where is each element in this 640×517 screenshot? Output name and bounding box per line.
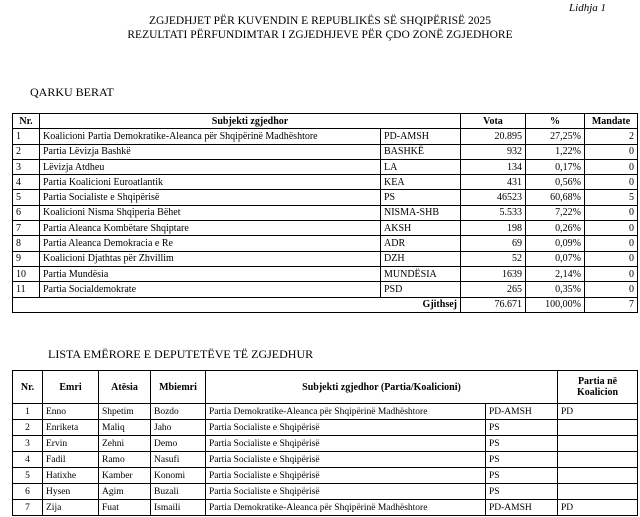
deputy-row [13, 468, 638, 484]
percent-value: 0,17% [526, 159, 585, 174]
deputy-subject-abbr: PS [486, 452, 558, 468]
subject-abbr: PSD [381, 282, 461, 297]
percent-value: 1,22% [526, 144, 585, 159]
deputy-surname: Nasufi [151, 452, 206, 468]
deputies-heading: LISTA EMËRORE E DEPUTETËVE TË ZGJEDHUR [48, 347, 314, 361]
deputy-subject-abbr: PS [486, 468, 558, 484]
deputy-father: Agim [99, 484, 151, 500]
title-line-2: REZULTATI PËRFUNDIMTAR I ZGJEDHJEVE PËR ÇDO ZONË ZGJEDHORE [127, 29, 513, 41]
percent-value: 7,22% [526, 205, 585, 220]
total-votes: 76.671 [461, 297, 526, 312]
deputy-subject-abbr: PS [486, 484, 558, 500]
deputy-subject-abbr: PD-AMSH [486, 500, 558, 516]
row-nr: 11 [13, 282, 40, 297]
deputy-coalition-party [558, 436, 638, 452]
deputy-subject-abbr: PS [486, 420, 558, 436]
percent-value: 27,25% [526, 129, 585, 144]
deputy-surname: Bozdo [151, 404, 206, 420]
deputy-coalition-party [558, 484, 638, 500]
deputy-row [13, 484, 638, 500]
seats-value: 0 [585, 236, 638, 251]
deputy-surname: Buzali [151, 484, 206, 500]
votes-value: 46523 [461, 190, 526, 205]
deputy-surname: Jaho [151, 420, 206, 436]
subject-abbr: PD-AMSH [381, 129, 461, 144]
seats-value: 0 [585, 205, 638, 220]
subject-abbr: PS [381, 190, 461, 205]
header-seats: Mandate [585, 114, 638, 129]
row-nr: 4 [13, 175, 40, 190]
row-nr: 8 [13, 236, 40, 251]
deputy-row [13, 436, 638, 452]
total-seats: 7 [585, 297, 638, 312]
results-row [13, 282, 638, 297]
seats-value: 0 [585, 159, 638, 174]
row-nr: 7 [13, 221, 40, 236]
results-row [13, 251, 638, 266]
row-nr: 1 [13, 129, 40, 144]
deputy-nr: 7 [13, 500, 43, 516]
votes-value: 69 [461, 236, 526, 251]
subject-name: Koalicioni Djathtas për Zhvillim [40, 251, 381, 266]
subject-name: Partia Aleanca Demokracia e Re [40, 236, 381, 251]
deputy-name: Hysen [43, 484, 99, 500]
deputy-subject: Partia Socialiste e Shqipërisë [206, 468, 486, 484]
results-row [13, 175, 638, 190]
votes-value: 52 [461, 251, 526, 266]
subject-abbr: AKSH [381, 221, 461, 236]
row-nr: 10 [13, 266, 40, 281]
total-percent: 100,00% [526, 297, 585, 312]
deputy-father: Kamber [99, 468, 151, 484]
dep-header-nr: Nr. [13, 371, 43, 404]
deputy-name: Enriketa [43, 420, 99, 436]
header-percent: % [526, 114, 585, 129]
deputy-subject: Partia Socialiste e Shqipërisë [206, 420, 486, 436]
seats-value: 0 [585, 266, 638, 281]
deputy-subject: Partia Demokratike-Aleanca për Shqipërinë Madhështore [206, 500, 486, 516]
deputy-father: Ramo [99, 452, 151, 468]
deputy-father: Maliq [99, 420, 151, 436]
subject-name: Partia Lëvizja Bashkë [40, 144, 381, 159]
region-heading: QARKU BERAT [30, 85, 114, 99]
seats-value: 0 [585, 144, 638, 159]
seats-value: 2 [585, 129, 638, 144]
annex-label: Lidhja 1 [569, 2, 606, 14]
deputy-surname: Demo [151, 436, 206, 452]
row-nr: 2 [13, 144, 40, 159]
deputy-name: Hatixhe [43, 468, 99, 484]
deputies-table [12, 370, 638, 516]
deputy-nr: 2 [13, 420, 43, 436]
results-row [13, 159, 638, 174]
results-header-row [13, 114, 638, 129]
subject-name: Lëvizja Atdheu [40, 159, 381, 174]
percent-value: 2,14% [526, 266, 585, 281]
dep-header-surname: Mbiemri [151, 371, 206, 404]
votes-value: 265 [461, 282, 526, 297]
subject-abbr: ADR [381, 236, 461, 251]
percent-value: 0,26% [526, 221, 585, 236]
results-row [13, 266, 638, 281]
results-table [12, 113, 638, 313]
results-row [13, 144, 638, 159]
results-row [13, 236, 638, 251]
deputy-subject: Partia Socialiste e Shqipërisë [206, 484, 486, 500]
deputy-nr: 4 [13, 452, 43, 468]
percent-value: 0,56% [526, 175, 585, 190]
row-nr: 9 [13, 251, 40, 266]
subject-abbr: DZH [381, 251, 461, 266]
deputy-nr: 3 [13, 436, 43, 452]
seats-value: 0 [585, 221, 638, 236]
deputy-nr: 5 [13, 468, 43, 484]
header-votes: Vota [461, 114, 526, 129]
subject-abbr: LA [381, 159, 461, 174]
seats-value: 0 [585, 251, 638, 266]
subject-name: Partia Aleanca Kombëtare Shqiptare [40, 221, 381, 236]
results-total-row [13, 297, 638, 312]
deputy-surname: Ismaili [151, 500, 206, 516]
results-row [13, 129, 638, 144]
deputy-father: Fuat [99, 500, 151, 516]
deputy-name: Ervin [43, 436, 99, 452]
votes-value: 198 [461, 221, 526, 236]
deputy-subject: Partia Socialiste e Shqipërisë [206, 436, 486, 452]
header-subject: Subjekti zgjedhor [40, 114, 461, 129]
deputy-nr: 1 [13, 404, 43, 420]
dep-header-father: Atësia [99, 371, 151, 404]
dep-header-subject: Subjekti zgjedhor (Partia/Koalicioni) [206, 371, 558, 404]
seats-value: 5 [585, 190, 638, 205]
deputy-name: Fadil [43, 452, 99, 468]
deputies-header-row [13, 371, 638, 404]
subject-name: Koalicioni Partia Demokratike-Aleanca për Shqipërinë Madhështore [40, 129, 381, 144]
row-nr: 5 [13, 190, 40, 205]
subject-abbr: BASHKË [381, 144, 461, 159]
percent-value: 0,35% [526, 282, 585, 297]
subject-name: Partia Socialiste e Shqipërisë [40, 190, 381, 205]
deputy-coalition-party: PD [558, 404, 638, 420]
subject-name: Partia Socialdemokrate [40, 282, 381, 297]
deputy-father: Shpetim [99, 404, 151, 420]
deputy-name: Zija [43, 500, 99, 516]
percent-value: 0,09% [526, 236, 585, 251]
document-title [0, 14, 640, 42]
deputy-nr: 6 [13, 484, 43, 500]
votes-value: 932 [461, 144, 526, 159]
deputy-row [13, 420, 638, 436]
results-row [13, 205, 638, 220]
deputy-subject-abbr: PD-AMSH [486, 404, 558, 420]
header-nr: Nr. [13, 114, 40, 129]
deputy-row [13, 404, 638, 420]
seats-value: 0 [585, 282, 638, 297]
percent-value: 60,68% [526, 190, 585, 205]
deputy-coalition-party: PD [558, 500, 638, 516]
deputy-coalition-party [558, 468, 638, 484]
votes-value: 134 [461, 159, 526, 174]
subject-name: Partia Koalicioni Euroatlantik [40, 175, 381, 190]
deputy-surname: Konomi [151, 468, 206, 484]
row-nr: 3 [13, 159, 40, 174]
seats-value: 0 [585, 175, 638, 190]
deputy-father: Zehni [99, 436, 151, 452]
subject-abbr: KEA [381, 175, 461, 190]
dep-header-name: Emri [43, 371, 99, 404]
results-row [13, 190, 638, 205]
subject-name: Koalicioni Nisma Shqiperia Bëhet [40, 205, 381, 220]
subject-name: Partia Mundësia [40, 266, 381, 281]
row-nr: 6 [13, 205, 40, 220]
dep-header-coalition-party: Partia në Koalicion [558, 371, 638, 404]
deputy-subject: Partia Socialiste e Shqipërisë [206, 452, 486, 468]
deputy-coalition-party [558, 452, 638, 468]
deputy-row [13, 500, 638, 516]
votes-value: 5.533 [461, 205, 526, 220]
deputy-subject: Partia Demokratike-Aleanca për Shqipërinë Madhështore [206, 404, 486, 420]
subject-abbr: MUNDËSIA [381, 266, 461, 281]
deputy-name: Enno [43, 404, 99, 420]
results-row [13, 221, 638, 236]
total-label: Gjithsej [13, 297, 461, 312]
percent-value: 0,07% [526, 251, 585, 266]
subject-abbr: NISMA-SHB [381, 205, 461, 220]
votes-value: 431 [461, 175, 526, 190]
votes-value: 1639 [461, 266, 526, 281]
title-line-1: ZGJEDHJET PËR KUVENDIN E REPUBLIKËS SË SHQIPËRISË 2025 [149, 15, 491, 27]
deputy-coalition-party [558, 420, 638, 436]
deputy-row [13, 452, 638, 468]
deputy-subject-abbr: PS [486, 436, 558, 452]
votes-value: 20.895 [461, 129, 526, 144]
